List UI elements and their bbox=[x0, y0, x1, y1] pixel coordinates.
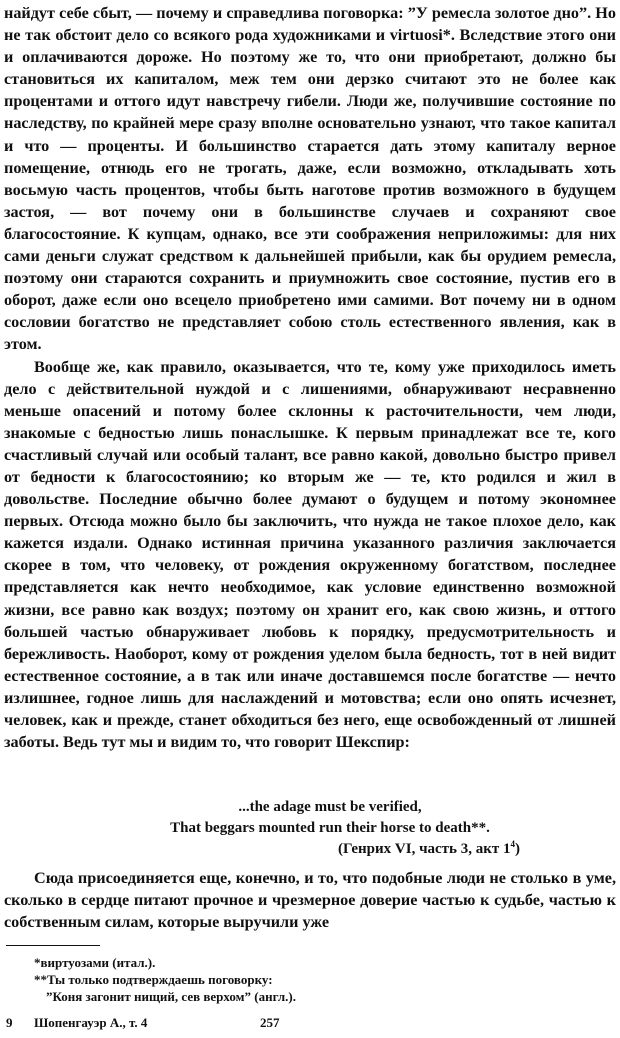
footnote-2-marker: ** bbox=[34, 972, 47, 987]
page-footer bbox=[6, 1015, 606, 1033]
footnote-2 bbox=[6, 971, 606, 988]
footnote-1-marker: * bbox=[34, 955, 41, 970]
signature-mark: 9 bbox=[6, 1015, 13, 1030]
footnote-2-text: Ты только подтверждаешь поговорку: bbox=[47, 972, 273, 987]
quote-source bbox=[0, 839, 620, 860]
footnotes bbox=[6, 954, 606, 1005]
paragraph-2: Вообще же, как правило, оказывается, что те, кому уже приходилось иметь дело с действительной нуждой и с лишениями, обнаруживают несравненно меньше опасений и потому более склонны к расточительности, чем люди, знакомые с бедностью лишь понаслышке. К первым принадлежат все те, кого счастливый случай или особый талант, все равно какой, довольно быстро привел от бедности к благосостоянию; ко вторым же — те, кто родился и жил в довольстве. Последние обычно более думают о будущем и потому экономнее первых. Отсюда можно было бы заключить, что нужда не такое плохое дело, как кажется издали. Однако истинная причина указанного различия заключается скорее в том, что человеку, от рождения окруженному богатством, последнее представляется как нечто необходимое, как условие единственно возможной жизни, все равно как воздух; поэтому он хранит его, как свою жизнь, и оттого большей частью обнаруживает любовь к порядку, предусмотрительность и бережливость. Наоборот, кому от рождения уделом была бедность, тот в ней видит естественное состояние, а в так или иначе доставшемся после богатстве — нечто излишнее, годное лишь для наслаждений и мотовства; если оно опять исчезнет, человек, как и прежде, станет обходиться без него, еще освобожденный от лишней заботы. Ведь тут мы и видим то, что говорит Шекспир: bbox=[4, 357, 616, 752]
page-number: 257 bbox=[260, 1015, 280, 1030]
main-text-block bbox=[4, 2, 616, 753]
quote-line-1: ...the adage must be verified, bbox=[238, 799, 422, 815]
footnote-1-text: виртуозами (итал.). bbox=[40, 955, 156, 970]
quote-source-close: ) bbox=[515, 841, 520, 857]
author-volume: Шопенгауэр А., т. 4 bbox=[34, 1015, 148, 1030]
paragraph-3: Сюда присоединяется еще, конечно, и то, что подобные люди не столько в уме, сколько в сердце питают прочное и чрезмерное доверие частью к судьбе, частью к собственным силам, которые выручили уже bbox=[4, 869, 616, 932]
paragraph-1: найдут себе сбыт, — почему и справедлива поговорка: ”У ремесла золотое дно”. Но не так обстоит дело со всякого рода художниками и virtuosi*. Вследствие этого они и оплачиваются дороже. Но поэтому же то, что они приобретают, должно бы становиться их капиталом, меж тем они дерзко считают это не более как процентами и оттого идут навстречу гибели. Люди же, получившие состояние по наследству, по крайней мере сразу вполне основательно узнают, что такое капитал и что — проценты. И большинство старается дать этому капиталу верное помещение, отнюдь его не трогать, даже, если возможно, откладывать хоть восьмую часть процентов, чтобы быть наготове против возможного в будущем застоя, — вот почему они в большинстве случаев и сохраняют свое благосостояние. К купцам, однако, все эти соображения неприложимы: для них сами деньги служат средством к дальнейшей прибыли, как бы орудием ремесла, поэтому они стараются сохранить и приумножить свое состояние, пустив его в оборот, даже если оно всецело приобретено ими самими. Вот почему ни в одном сословии богатство не представляет собою столь естественного явления, как в этом. bbox=[4, 4, 616, 354]
footnote-2-line-2: ”Коня загонит нищий, сев верхом” (англ.). bbox=[46, 989, 296, 1004]
main-text-block-2 bbox=[4, 867, 616, 933]
shakespeare-quote bbox=[0, 797, 620, 860]
footnote-1 bbox=[6, 954, 606, 971]
quote-source-text: (Генрих VI, часть 3, акт 1 bbox=[337, 841, 511, 857]
footnote-divider bbox=[6, 945, 100, 946]
quote-line-2: That beggars mounted run their horse to death**. bbox=[170, 820, 490, 836]
quote-source-endnote: 4 bbox=[510, 839, 515, 849]
